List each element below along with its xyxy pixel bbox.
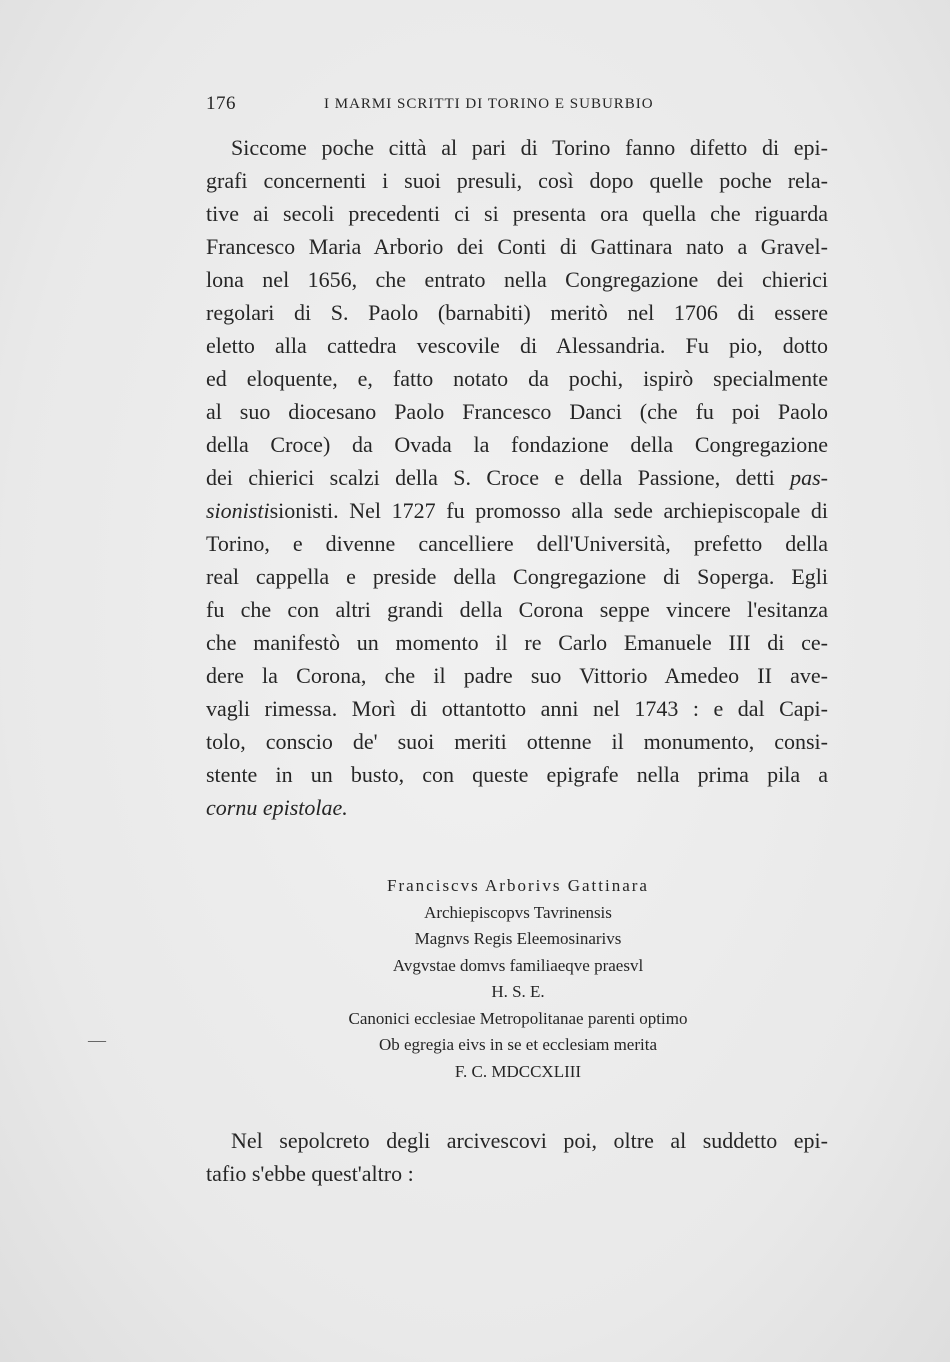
text-line: Siccome poche città al pari di Torino fanno difetto di epi- [231,135,828,160]
text-line: grafi concernenti i suoi presuli, così dopo quelle poche rela- [206,168,828,193]
text-line: real cappella e preside della Congregazione di Soperga. Egli [206,564,828,589]
closing-paragraph [206,1124,828,1190]
text-line: Torino, e divenne cancelliere dell'Università, prefetto della [206,531,828,556]
text-line: al suo diocesano Paolo Francesco Danci (che fu poi Paolo [206,399,828,424]
margin-dash-mark: — [88,1030,106,1050]
text-line-with-italic [206,461,828,494]
epigraph-line: H. S. E. [491,982,545,1001]
text-line: tive ai secoli precedenti ci si presenta ora quella che riguarda [206,201,828,226]
italic-term-sionisti: sionisti [206,498,270,523]
epigraph-line: F. C. MDCCXLIII [454,1061,582,1081]
text-line: regolari di S. Paolo (barnabiti) meritò nel 1706 di essere [206,300,828,325]
epigraph-line: Magnvs Regis Eleemosinarivs [414,929,622,948]
text-line: tafio s'ebbe quest'altro : [206,1161,414,1186]
epigraph-line: Ob egregia eivs in se et ecclesiam merita [378,1035,658,1054]
text-line: vagli rimessa. Morì di ottantotto anni nel 1743 : e dal Capi- [206,696,828,721]
text-line: Nel sepolcreto degli arcivescovi poi, oltre al suddetto epi- [231,1128,828,1153]
text-line: della Croce) da Ovada la fondazione della Congregazione [206,432,828,457]
text-line: dere la Corona, che il padre suo Vittorio Amedeo II ave- [206,663,828,688]
text-line-with-italic [206,494,828,527]
epigraph-line: Archiepiscopvs Tavrinensis [424,902,612,922]
text-line: Francesco Maria Arborio dei Conti di Gattinara nato a Gravel- [206,234,828,259]
epigraph-line: Canonici ecclesiae Metropolitanae parenti optimo [348,1008,688,1028]
text-line: stente in un busto, con queste epigrafe nella prima pila a [206,762,828,787]
text-line: che manifestò un momento il re Carlo Emanuele III di ce- [206,630,828,655]
main-paragraph [206,131,828,824]
text-segment: dei chierici scalzi della S. Croce e della Passione, detti [206,465,791,490]
text-line: ed eloquente, e, fatto notato da pochi, ispirò specialmente [206,366,828,391]
italic-term-pas: pas- [790,465,828,490]
epigraph-inscription [300,873,736,1085]
text-line-italic: cornu epistolae. [206,795,348,820]
text-line: eletto alla cattedra vescovile di Alessandria. Fu pio, dotto [206,333,828,358]
text-segment: sionisti. Nel 1727 fu promosso alla sede archiepiscopale di [269,498,828,523]
running-title: I MARMI SCRITTI DI TORINO E SUBURBIO [324,96,654,112]
text-line: fu che con altri grandi della Corona seppe vincere l'esitanza [206,597,828,622]
text-line: lona nel 1656, che entrato nella Congregazione dei chierici [206,267,828,292]
epigraph-line: Avgvstae domvs familiaeqve praesvl [392,955,644,975]
text-line: tolo, conscio de' suoi meriti ottenne il monumento, consi- [206,729,828,754]
page-number: 176 [206,93,236,114]
epigraph-line: Franciscvs Arborivs Gattinara [387,876,649,895]
